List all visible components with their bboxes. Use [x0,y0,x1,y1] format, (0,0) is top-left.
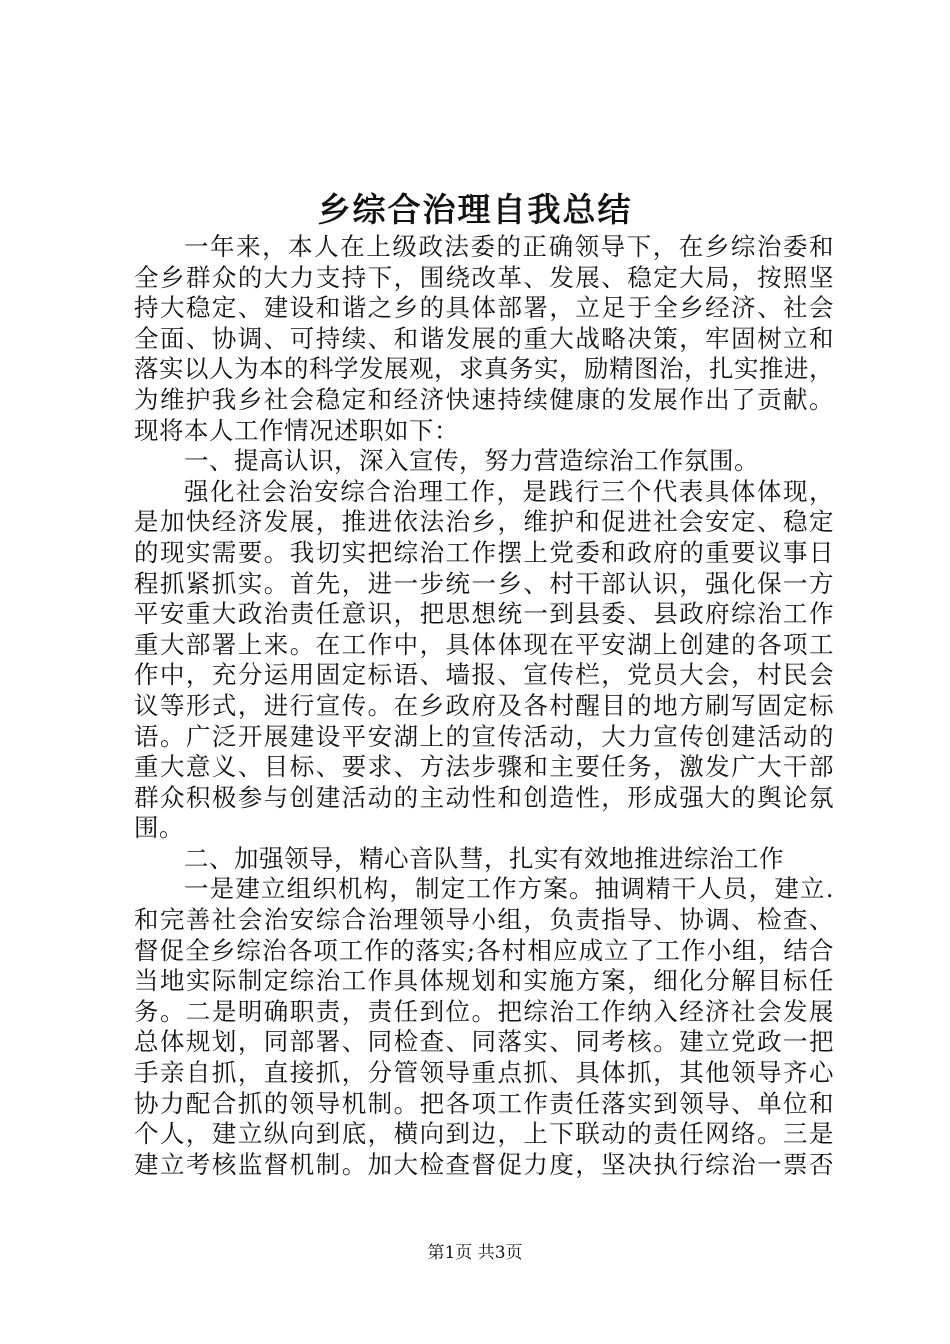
text-line: 和完善社会治安综合治理领导小组，负责指导、协调、检查、 [134,905,834,935]
text-line: 作中，充分运用固定标语、墙报、宣传栏，党员大会，村民会 [134,660,834,690]
document-title: 乡综合治理自我总结 [317,190,633,229]
text-line: 个人，建立纵向到底，横向到边，上下联动的责任网络。三是 [134,1119,834,1149]
text-line: 重大意义、目标、要求、方法步骤和主要任务，激发广大干部 [134,752,834,782]
text-line: 围。 [134,813,184,843]
text-line: 强化社会治安综合治理工作，是践行三个代表具体体现， [184,476,834,506]
text-line: 一年来，本人在上级政法委的正确领导下，在乡综治委和 [184,232,834,261]
text-line: 重大部署上来。在工作中，具体体现在平安湖上创建的各项工 [134,629,834,659]
text-line: 平安重大政治责任意识，把思想统一到县委、县政府综治工作 [134,599,834,629]
text-line: 程抓紧抓实。首先，进一步统一乡、村干部认识，强化保一方 [134,568,834,598]
text-line: 一是建立组织机构，制定工作方案。抽调精干人员，建立. [184,874,834,904]
text-line: 二、加强领导，精心音队彗，扎实有效地推进综治工作 [184,843,784,873]
text-line: 手亲自抓，直接抓，分管领导重点抓、具体抓，其他领导齐心 [134,1058,834,1088]
text-line: 建立考核监督机制。加大检查督促力度，坚决执行综治一票否 [134,1149,834,1179]
text-line: 议等形式，进行宣传。在乡政府及各村醒目的地方刷写固定标 [134,690,834,720]
text-line: 督促全乡综治各项工作的落实;各村相应成立了工作小组，结合 [134,935,834,965]
text-line: 全乡群众的大力支持下，围绕改革、发展、稳定大局，按照坚 [134,262,834,292]
text-line: 落实以人为本的科学发展观，求真务实，励精图治，扎实推进， [134,354,834,384]
text-line: 是加快经济发展，推进依法治乡，维护和促进社会安定、稳定 [134,507,834,537]
text-line: 全面、协调、可持续、和谐发展的重大战略决策，牢固树立和 [134,323,834,353]
text-line: 为维护我乡社会稳定和经济快速持续健康的发展作出了贡献。 [134,384,834,414]
text-line: 持大稳定、建设和谐之乡的具体部署，立足于全乡经济、社会 [134,293,834,323]
document-body [134,232,834,1180]
text-line: 当地实际制定综治工作具体规划和实施方案，细化分解目标任 [134,966,834,996]
text-line: 总体规划，同部署、同检查、同落实、同考核。建立党政一把 [134,1027,834,1057]
text-line: 语。广泛开展建设平安湖上的宣传活动，大力宣传创建活动的 [134,721,834,751]
text-line: 现将本人工作情况述职如下： [134,415,459,445]
page-footer: 第1页 共3页 [427,1243,523,1263]
text-line: 的现实需要。我切实把综治工作摆上党委和政府的重要议事日 [134,537,834,567]
text-line: 群众积极参与创建活动的主动性和创造性，形成强大的舆论氛 [134,782,834,812]
text-line: 一、提高认识，深入宣传，努力营造综治工作氛围。 [184,446,759,476]
text-line: 协力配合抓的领导机制。把各项工作责任落实到领导、单位和 [134,1088,834,1118]
text-line: 务。二是明确职责，责任到位。把综治工作纳入经济社会发展 [134,996,834,1026]
